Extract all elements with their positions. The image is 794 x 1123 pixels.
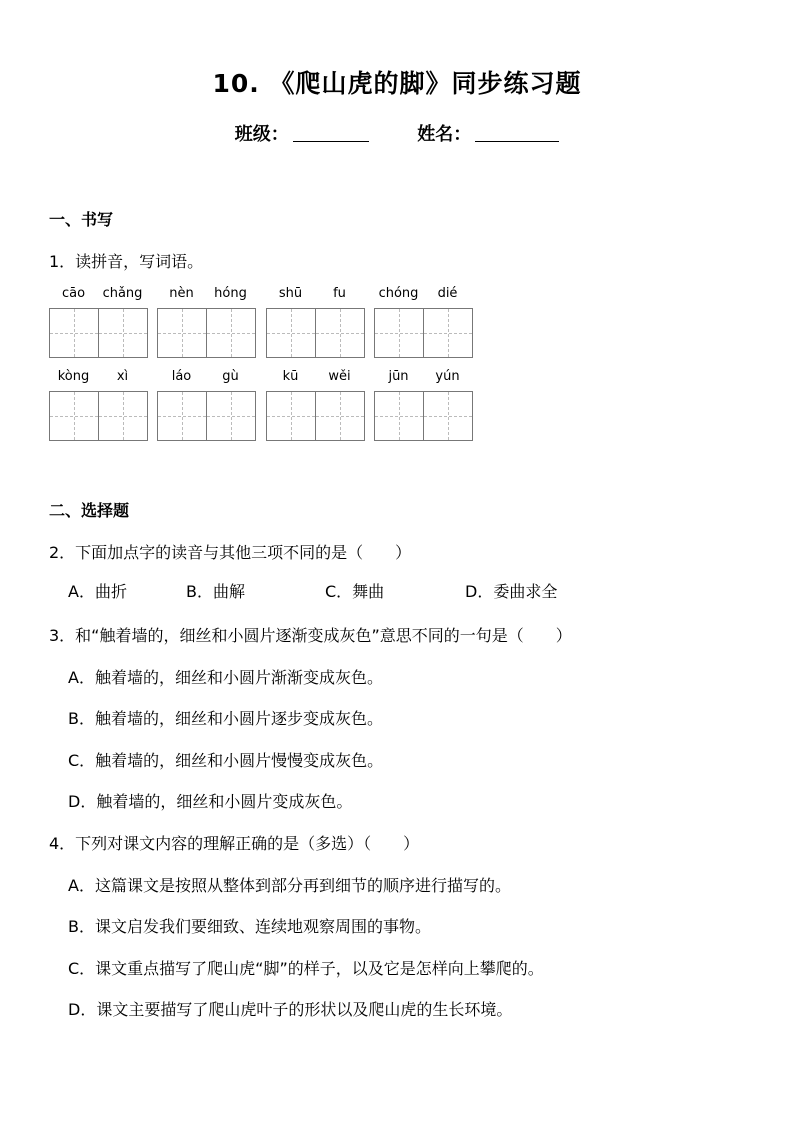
pinyin-label: hóng [214, 286, 247, 301]
question-2: 2．下面加点字的读音与其他三项不同的是（ ） [49, 543, 412, 562]
q2-option-a[interactable]: A．曲折 [68, 582, 127, 601]
pinyin-label: jūn [388, 369, 409, 384]
q4-option-a[interactable]: A．这篇课文是按照从整体到部分再到细节的顺序进行描写的。 [68, 876, 511, 895]
writing-cell[interactable] [157, 391, 207, 441]
pinyin-label: fu [333, 286, 346, 301]
q3-option-b[interactable]: B．触着墙的，细丝和小圆片逐步变成灰色。 [68, 709, 383, 728]
q2-option-d[interactable]: D．委曲求全 [465, 582, 558, 601]
pinyin-word-group [374, 369, 472, 419]
page-title: 10. 《爬山虎的脚》同步练习题 [212, 69, 582, 98]
writing-cell[interactable] [423, 391, 473, 441]
pinyin-word-group [157, 286, 255, 336]
q3-option-a[interactable]: A．触着墙的，细丝和小圆片渐渐变成灰色。 [68, 668, 383, 687]
q3-option-d[interactable]: D．触着墙的，细丝和小圆片变成灰色。 [68, 792, 353, 811]
section-2-heading: 二、选择题 [49, 501, 130, 520]
pinyin-label: chóng [378, 286, 419, 301]
pinyin-label: láo [171, 369, 192, 384]
writing-cell[interactable] [423, 308, 473, 358]
writing-cell[interactable] [49, 308, 99, 358]
writing-cell[interactable] [315, 391, 365, 441]
writing-cell[interactable] [98, 391, 148, 441]
question-3: 3．和“触着墙的，细丝和小圆片逐渐变成灰色”意思不同的一句是（ ） [49, 626, 572, 645]
pinyin-word-group [49, 369, 147, 419]
writing-cell[interactable] [315, 308, 365, 358]
pinyin-label: yún [435, 369, 460, 384]
pinyin-label: nèn [169, 286, 194, 301]
writing-cell[interactable] [266, 308, 316, 358]
pinyin-label: shū [278, 286, 303, 301]
pinyin-label: xì [116, 369, 129, 384]
writing-cell[interactable] [266, 391, 316, 441]
q2-option-b[interactable]: B．曲解 [186, 582, 245, 601]
q3-option-c[interactable]: C．触着墙的，细丝和小圆片慢慢变成灰色。 [68, 751, 384, 770]
pinyin-label: cāo [61, 286, 86, 301]
writing-cell[interactable] [98, 308, 148, 358]
pinyin-label: kòng [57, 369, 90, 384]
q4-option-c[interactable]: C．课文重点描写了爬山虎“脚”的样子，以及它是怎样向上攀爬的。 [68, 959, 544, 978]
class-label: 班级： [234, 124, 289, 145]
section-1-heading: 一、书写 [49, 210, 114, 229]
q2-option-c[interactable]: C．舞曲 [325, 582, 385, 601]
writing-cell[interactable] [206, 391, 256, 441]
student-info [0, 120, 794, 146]
name-blank[interactable] [475, 123, 559, 142]
pinyin-word-group [266, 286, 364, 336]
pinyin-word-group [266, 369, 364, 419]
question-4: 4．下列对课文内容的理解正确的是（多选）（ ） [49, 834, 420, 853]
question-1: 1．读拼音，写词语。 [49, 252, 204, 271]
pinyin-word-group [374, 286, 472, 336]
pinyin-label: dié [437, 286, 458, 301]
q4-option-b[interactable]: B．课文启发我们要细致、连续地观察周围的事物。 [68, 917, 431, 936]
writing-cell[interactable] [206, 308, 256, 358]
writing-cell[interactable] [49, 391, 99, 441]
writing-cell[interactable] [374, 308, 424, 358]
pinyin-label: wěi [328, 369, 351, 384]
pinyin-label: chǎng [102, 286, 143, 301]
q4-option-d[interactable]: D．课文主要描写了爬山虎叶子的形状以及爬山虎的生长环境。 [68, 1000, 513, 1019]
writing-cell[interactable] [157, 308, 207, 358]
pinyin-label: kū [282, 369, 299, 384]
class-blank[interactable] [293, 123, 369, 142]
pinyin-word-group [49, 286, 147, 336]
pinyin-word-group [157, 369, 255, 419]
writing-cell[interactable] [374, 391, 424, 441]
name-label: 姓名： [417, 124, 472, 145]
pinyin-label: gù [222, 369, 239, 384]
